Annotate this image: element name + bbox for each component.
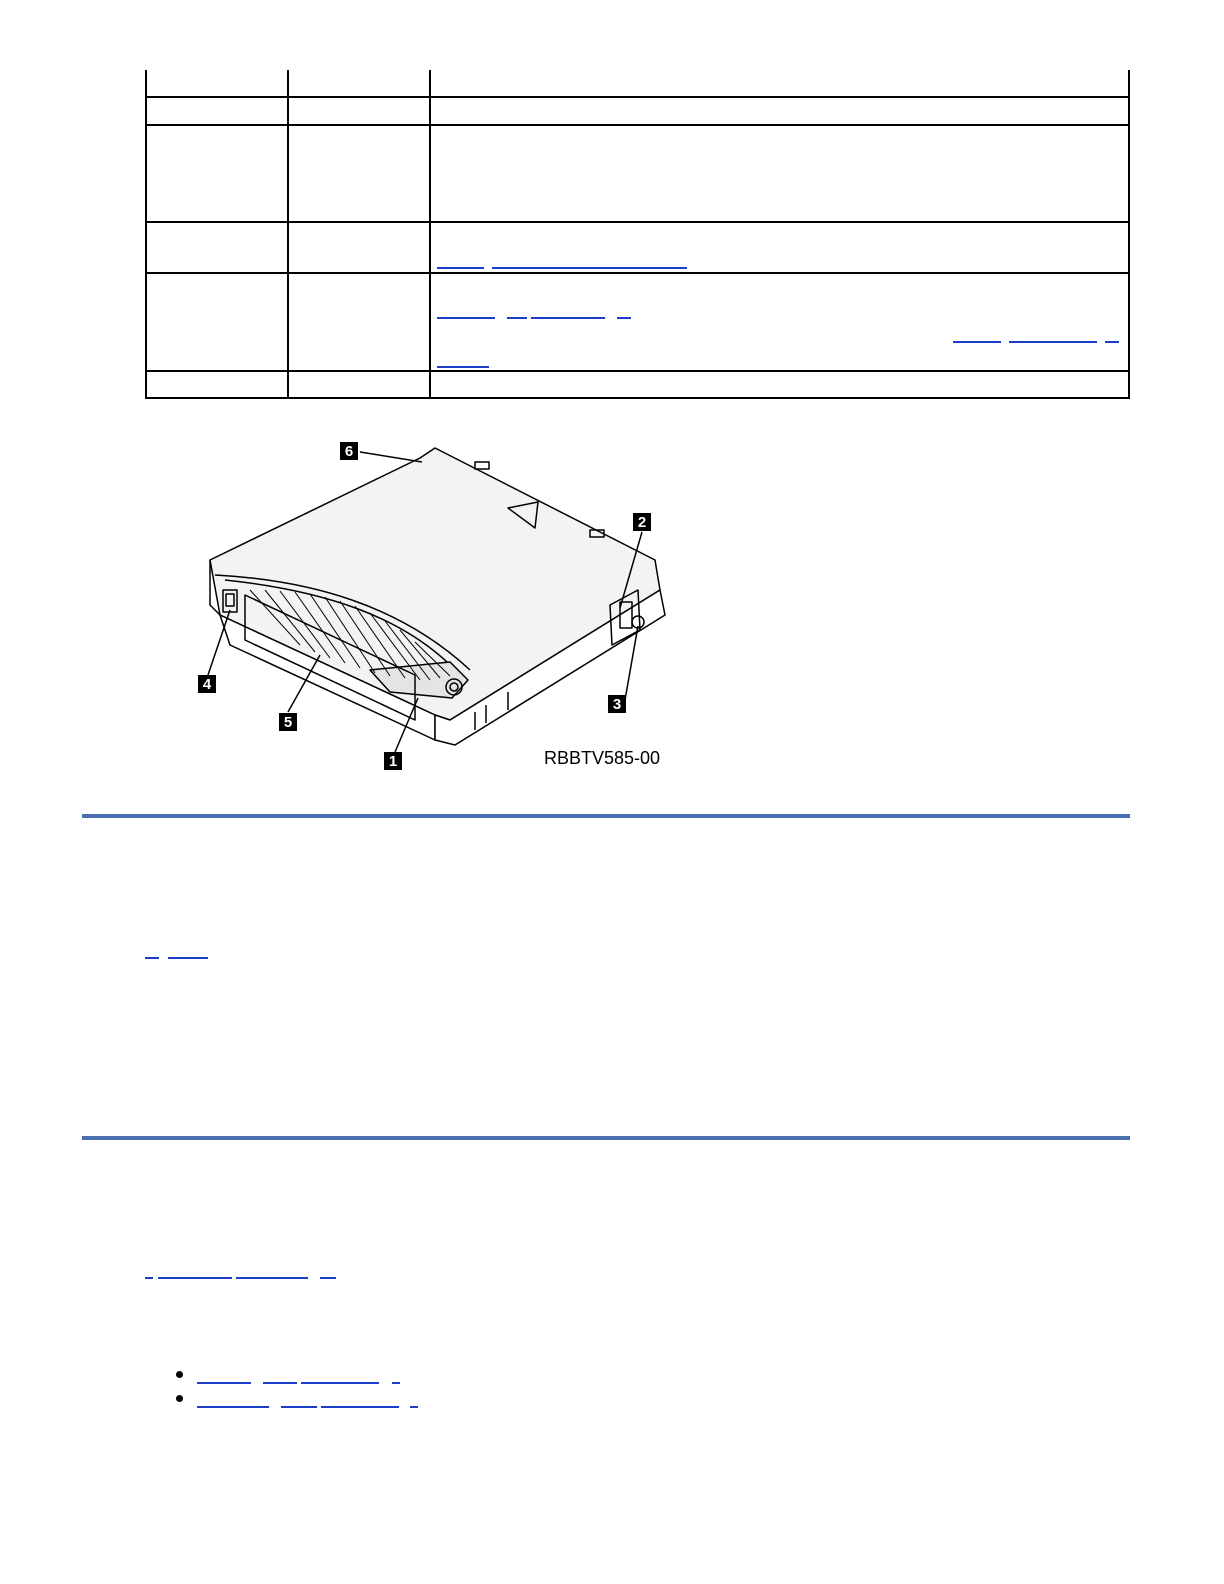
table-link[interactable] [492,267,687,269]
table-row [146,70,1129,97]
table-cell [430,222,1129,273]
table-link[interactable] [953,341,1001,343]
table-link[interactable] [507,317,527,319]
table-link[interactable] [437,366,489,368]
table-link[interactable] [1105,341,1119,343]
table-link[interactable] [617,317,631,319]
list-item-link[interactable] [197,1382,251,1384]
table-cell [146,273,288,371]
cartridge-figure [190,430,680,790]
table-link[interactable] [1009,341,1097,343]
table-link[interactable] [437,267,484,269]
table-cell [146,222,288,273]
callout-4-label: 4 [202,676,212,693]
table-link[interactable] [531,317,605,319]
table-row [146,273,1129,371]
section-link[interactable] [168,957,208,959]
table-row [146,371,1129,398]
section-rule [82,814,1130,818]
table-cell [430,273,1129,371]
table-cell [146,70,288,97]
table-cell [288,222,430,273]
figure-caption: RBBTV585-00 [544,748,661,768]
table-cell [146,371,288,398]
callout-6-label: 6 [344,443,354,460]
callout-2-label: 2 [637,514,647,531]
table-cell [146,97,288,125]
table-cell [430,125,1129,222]
section-link[interactable] [145,957,159,959]
table-cell [288,371,430,398]
section-link[interactable] [236,1277,308,1279]
table-cell [430,70,1129,97]
list-item-link[interactable] [410,1406,418,1408]
callout-3-label: 3 [612,696,622,713]
table-row [146,222,1129,273]
table-cell [288,97,430,125]
table-cell [288,125,430,222]
table-cell [430,371,1129,398]
spec-table [145,70,1130,399]
list-item-link[interactable] [263,1382,297,1384]
section-link[interactable] [158,1277,232,1279]
callout-5-label: 5 [283,714,293,731]
bullet-icon [176,1371,183,1378]
bullet-icon [176,1395,183,1402]
table-row [146,97,1129,125]
list-item-link[interactable] [197,1406,269,1408]
list-item-link[interactable] [301,1382,379,1384]
list-item-link[interactable] [321,1406,399,1408]
section-rule [82,1136,1130,1140]
section-link[interactable] [320,1277,336,1279]
table-row [146,125,1129,222]
table-cell [288,273,430,371]
section-link[interactable] [145,1277,153,1279]
table-link[interactable] [437,317,495,319]
table-cell [288,70,430,97]
table-cell [146,125,288,222]
list-item-link[interactable] [281,1406,317,1408]
callout-1-label: 1 [388,753,398,770]
list-item-link[interactable] [392,1382,400,1384]
table-cell [430,97,1129,125]
cartridge-illustration [190,430,680,790]
